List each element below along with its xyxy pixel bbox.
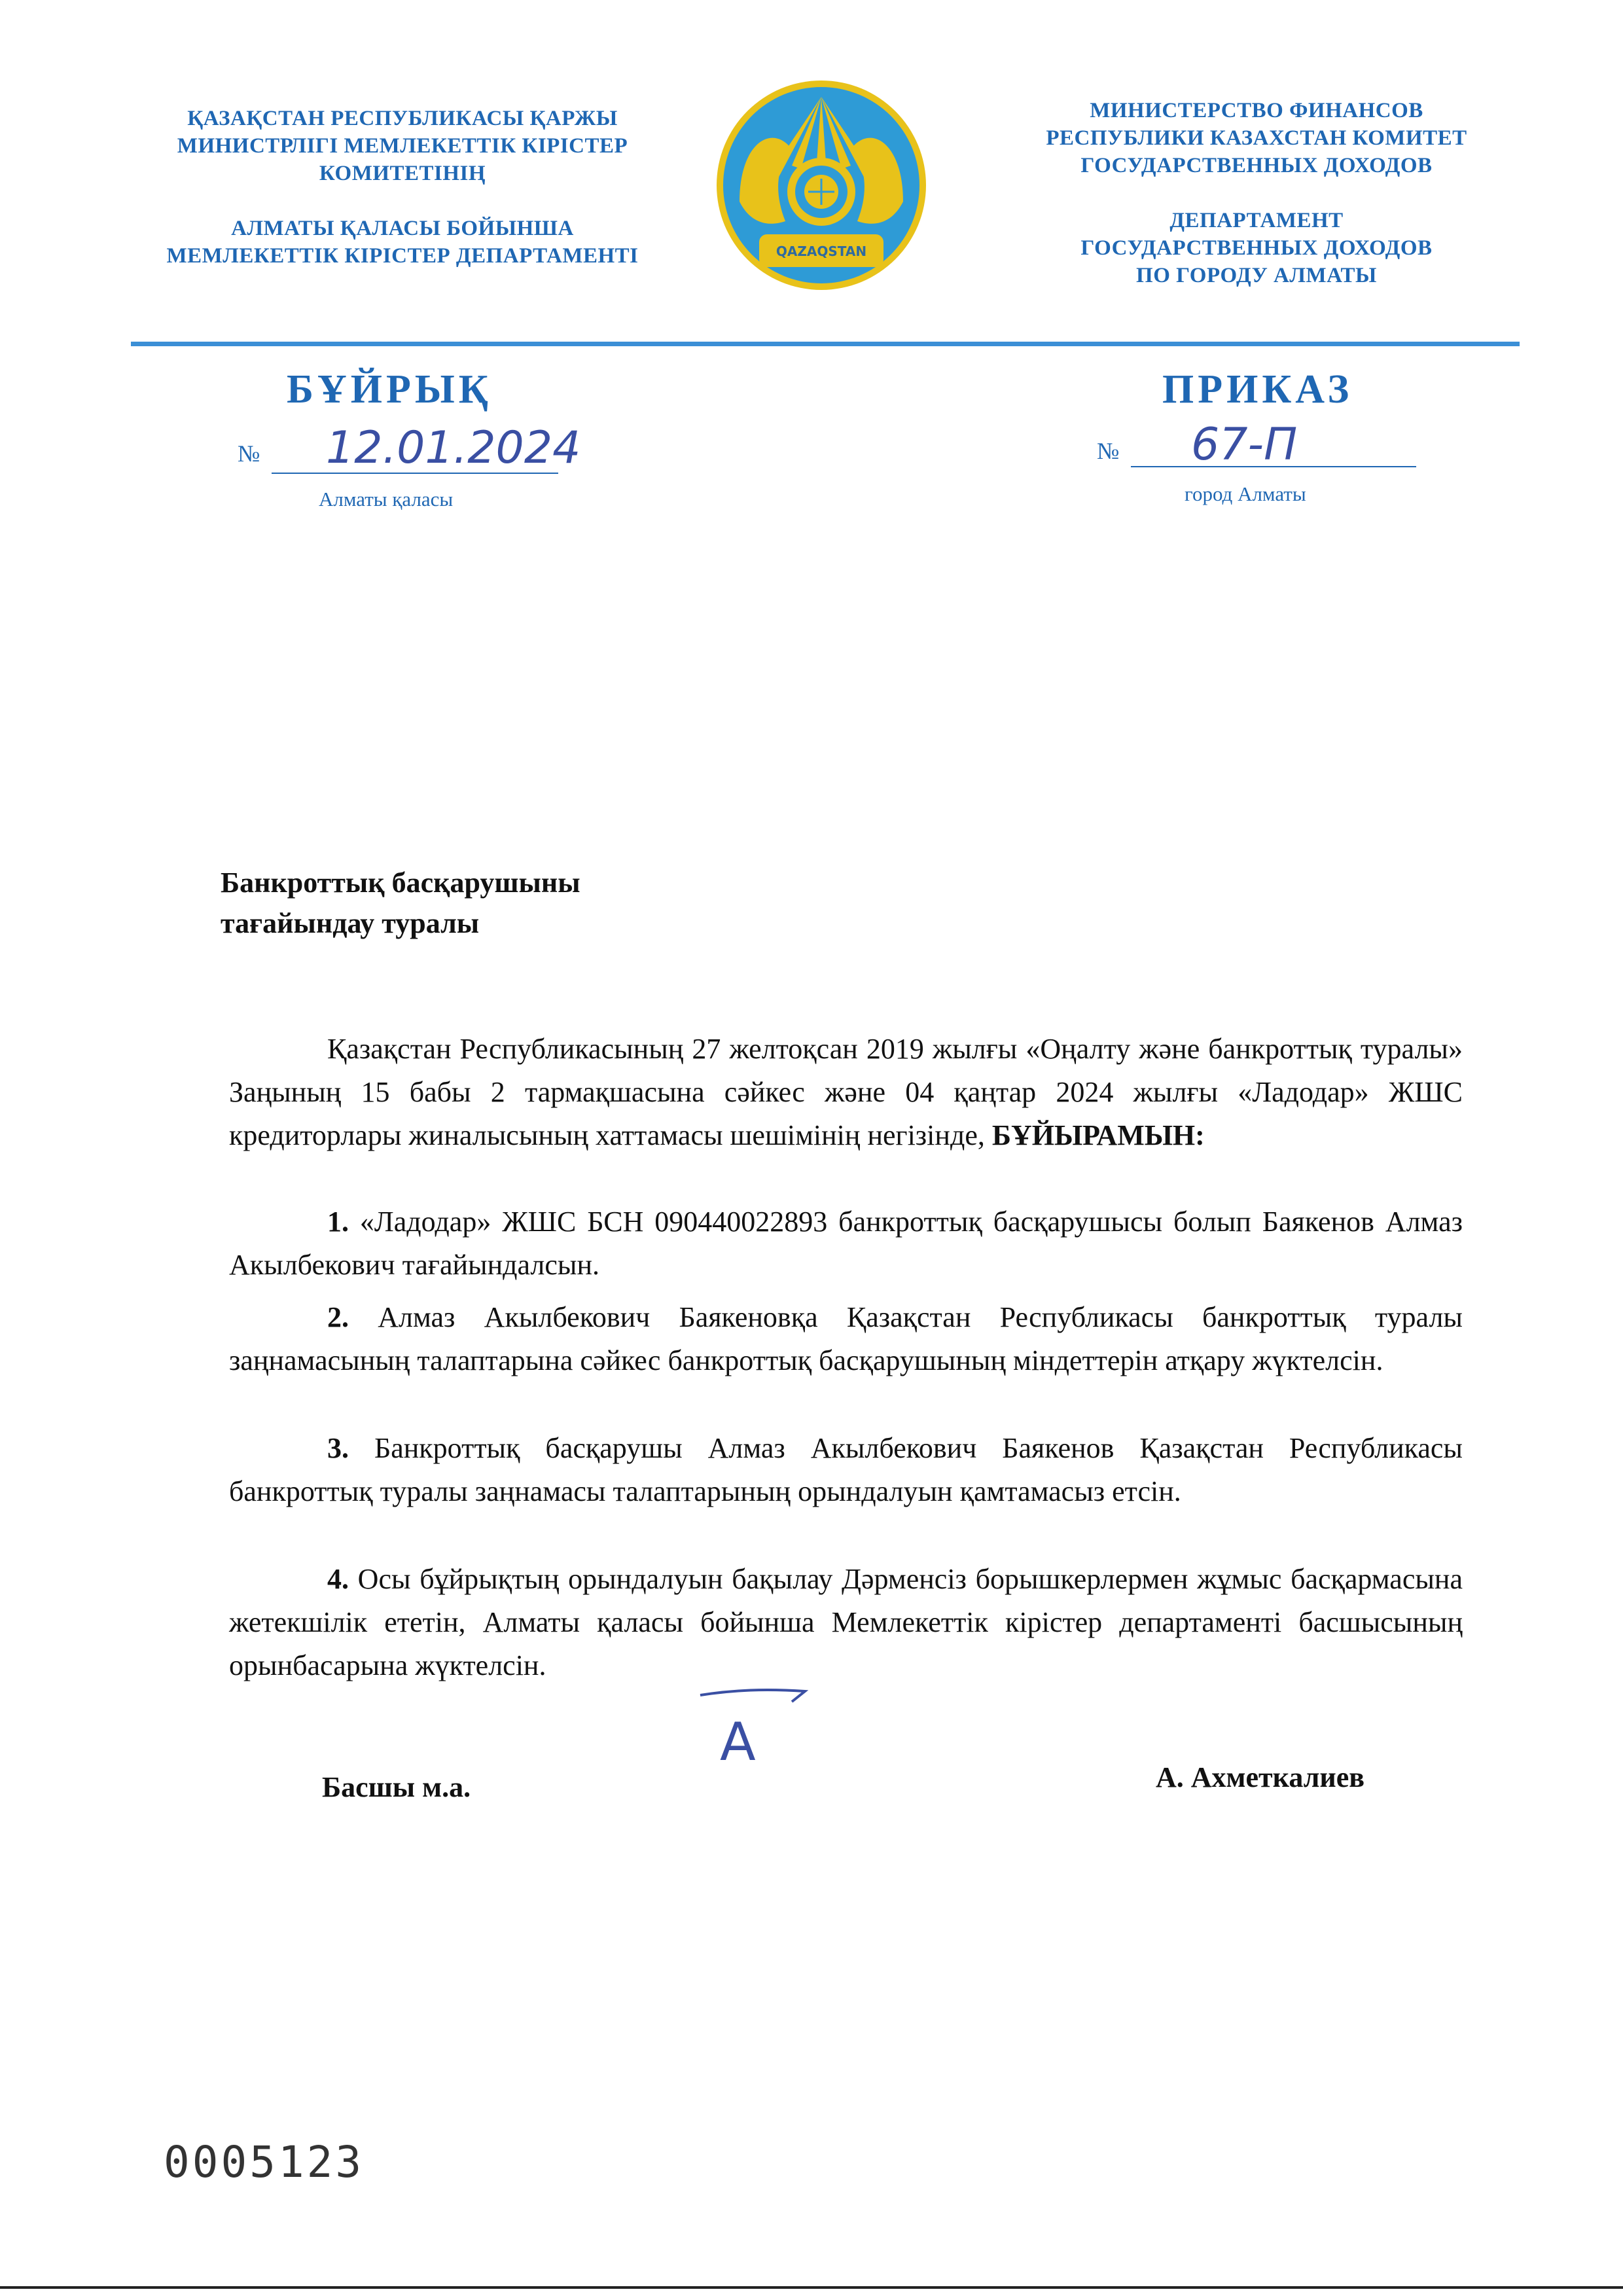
header-ru-line: ДЕПАРТАМЕНТ <box>1169 209 1344 232</box>
handwritten-number: 67-П <box>1191 419 1298 471</box>
subject-line: тағайындау туралы <box>221 907 480 939</box>
header-ru-line: ГОСУДАРСТВЕННЫХ ДОХОДОВ <box>1080 154 1433 177</box>
header-ru-line: МИНИСТЕРСТВО ФИНАНСОВ <box>1090 99 1423 122</box>
state-emblem-icon <box>713 71 929 300</box>
item-text: Алмаз Акылбекович Баякеновқа Қазақстан Республикасы банкроттық туралы заңнамасының талаптарына сәйкес банкроттық басқарушының міндеттерін атқару жүктелсін. <box>229 1301 1463 1376</box>
header-kz <box>124 105 681 270</box>
signature-initial: А <box>720 1712 756 1772</box>
header-divider <box>131 342 1520 346</box>
header-ru-line: ПО ГОРОДУ АЛМАТЫ <box>1136 264 1377 287</box>
handwritten-mark-icon <box>694 1676 825 1780</box>
order-subject <box>221 863 580 944</box>
handwritten-date: 12.01.2024 <box>326 422 581 474</box>
number-label-kz: № <box>238 440 260 467</box>
subject-line: Банкроттық басқарушыны <box>221 867 580 899</box>
command-word: БҰЙЫРАМЫН: <box>991 1119 1205 1151</box>
item-number: 3. <box>327 1432 349 1464</box>
header-kz-line: МИНИСТРЛІГІ МЕМЛЕКЕТТІК КІРІСТЕР <box>177 134 628 158</box>
header-kz-line: ҚАЗАҚСТАН РЕСПУБЛИКАСЫ ҚАРЖЫ <box>187 107 618 130</box>
item-number: 4. <box>327 1563 349 1595</box>
order-item-1 <box>229 1200 1463 1287</box>
header-ru <box>969 97 1544 289</box>
order-item-2 <box>229 1296 1463 1382</box>
signature-role: Басшы м.а. <box>322 1771 471 1803</box>
item-text: «Ладодар» ЖШС БСН 090440022893 банкроттық басқарушысы болып Баякенов Алмаз Акылбекович тағайындалсын. <box>229 1206 1463 1281</box>
preamble-paragraph <box>229 1028 1463 1157</box>
header-kz-line: КОМИТЕТІНІҢ <box>319 162 486 185</box>
city-kz: Алматы қаласы <box>319 488 454 511</box>
item-number: 2. <box>327 1301 349 1333</box>
order-title-kz: БҰЙРЫҚ <box>287 367 492 412</box>
order-title-ru: ПРИКАЗ <box>1162 367 1353 412</box>
preamble-text: Қазақстан Республикасының 27 желтоқсан 2019 жылғы «Оңалту және банкроттық туралы» Заңының 15 бабы 2 тармақшасына сәйкес және 04 қаңтар 2024 жылғы «Ладодар» ЖШС кредиторлары жиналысының хаттамасы шешімінің негізінде, <box>229 1033 1463 1151</box>
emblem-text: QAZAQSTAN <box>776 243 867 259</box>
order-item-4 <box>229 1558 1463 1687</box>
header-ru-line: ГОСУДАРСТВЕННЫХ ДОХОДОВ <box>1080 236 1433 260</box>
item-text: Банкроттық басқарушы Алмаз Акылбекович Баякенов Қазақстан Республикасы банкроттық туралы заңнамасы талаптарының орындалуын қамтамасыз етсін. <box>229 1432 1463 1507</box>
header-kz-line: МЕМЛЕКЕТТІК КІРІСТЕР ДЕПАРТАМЕНТІ <box>166 244 639 268</box>
number-label-ru: № <box>1097 438 1120 464</box>
serial-number: 0005123 <box>164 2137 365 2187</box>
order-item-3 <box>229 1427 1463 1513</box>
item-text: Осы бұйрықтың орындалуын бақылау Дәрменсіз борышкерлермен жұмыс басқармасына жетекшілік ететін, Алматы қаласы бойынша Мемлекеттік кірістер департаменті басшысының орынбасарына жүктелсін. <box>229 1563 1463 1681</box>
header-ru-line: РЕСПУБЛИКИ КАЗАХСТАН КОМИТЕТ <box>1046 126 1467 150</box>
item-number: 1. <box>327 1206 349 1238</box>
page-edge <box>0 2286 1623 2289</box>
signature-name: А. Ахметкалиев <box>1156 1761 1365 1793</box>
header-kz-line: АЛМАТЫ ҚАЛАСЫ БОЙЫНША <box>231 217 574 240</box>
city-ru: город Алматы <box>1185 482 1306 505</box>
